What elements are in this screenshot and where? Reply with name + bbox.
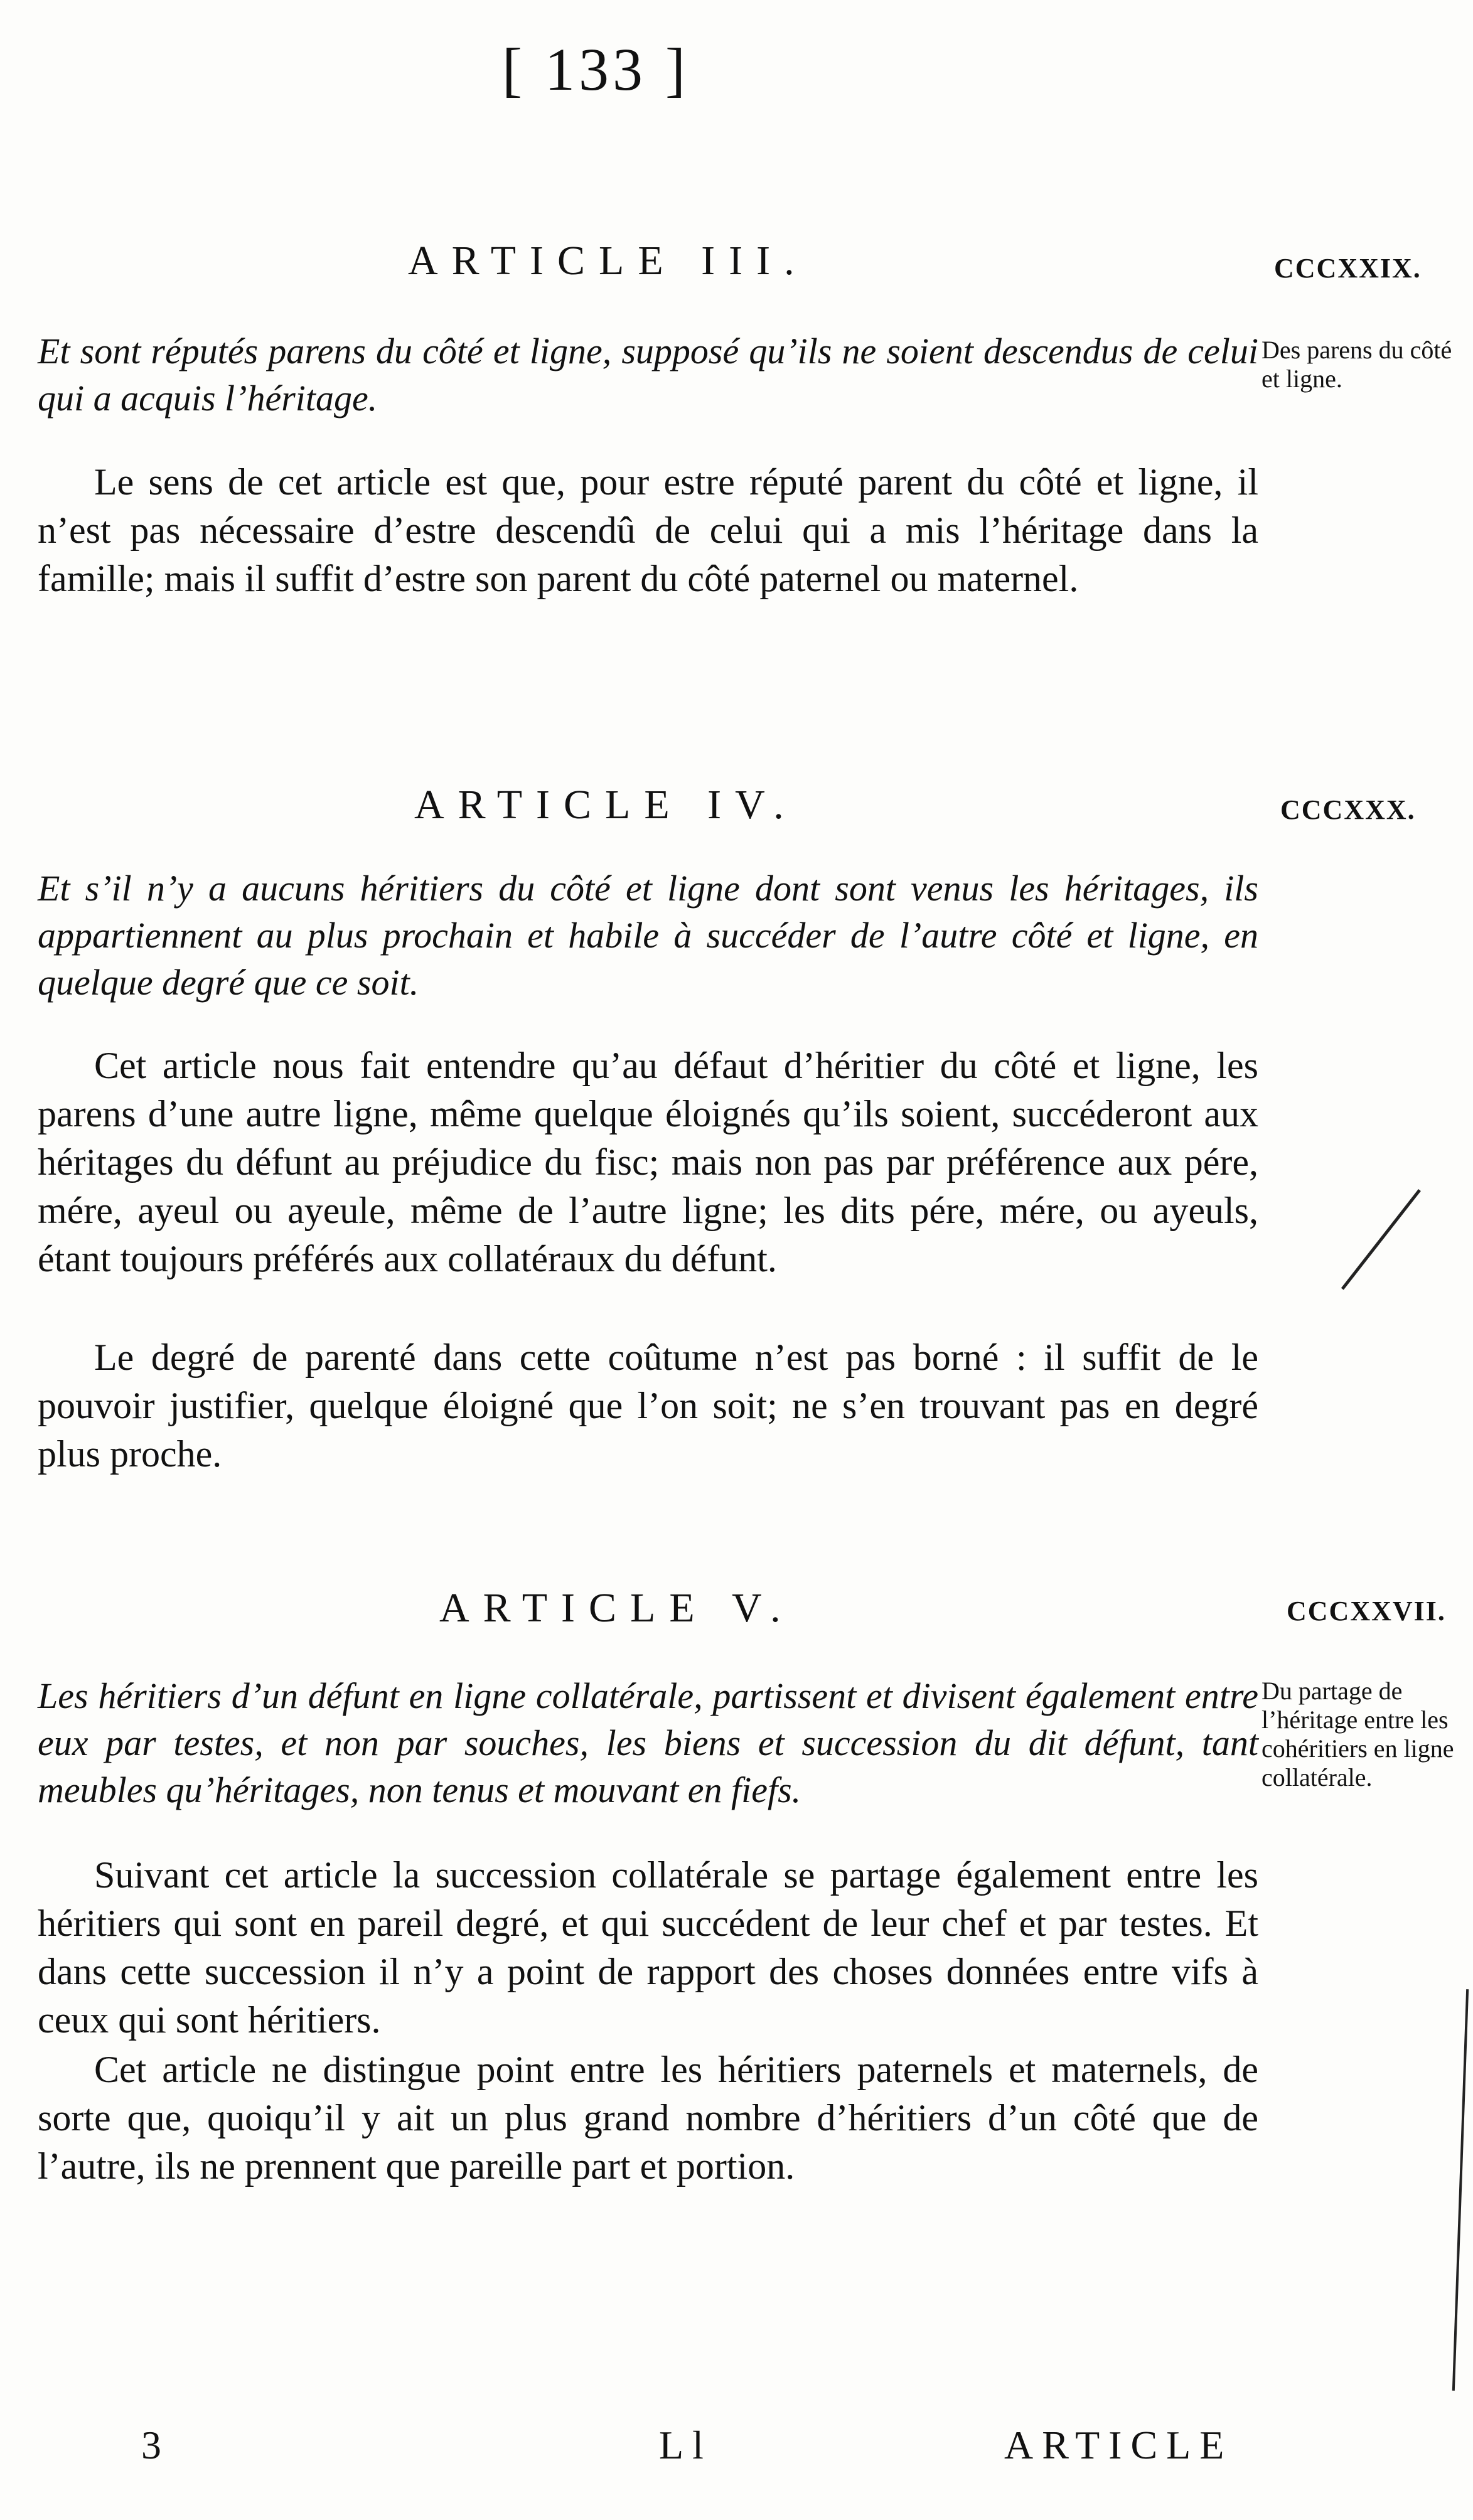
stray-pen-stroke — [1341, 1189, 1421, 1290]
article-3-paragraph-1: Le sens de cet article est que, pour estre réputé parent du côté et ligne, il n’est pas nécessaire d’estre descendû de celui qui a mis l’héritage dans la famille; mais il suffit d’estre son parent du côté paternel ou maternel. — [38, 461, 1258, 599]
article-4-roman-number: CCCXXX. — [1280, 794, 1416, 825]
signature-mark: Ll — [659, 2423, 712, 2467]
signature-number: 3 — [141, 2423, 170, 2467]
article-3-roman-number: CCCXXIX. — [1274, 253, 1422, 284]
page-edge-mark — [1452, 1989, 1469, 2391]
article-4-heading: ARTICLE IV. — [414, 782, 798, 828]
article-5-paragraph-1: Suivant cet article la succession collatérale se partage également entre les héritiers qui sont en pareil degré, et qui succédent de leur chef et par testes. Et dans cette succession il n’y a point de rapport des choses données entre vifs à ceux qui sont héritiers. — [38, 1854, 1258, 2041]
article-5-heading: ARTICLE V. — [439, 1585, 795, 1631]
article-5-lemma: Les héritiers d’un défunt en ligne collatérale, partissent et divisent également entre eux par testes, et non par souches, les biens et succession du dit défunt, tant meubles qu’héritages, non tenus et mouvant en fiefs. — [38, 1675, 1258, 1810]
article-5-roman-number: CCCXXVII. — [1287, 1596, 1446, 1626]
article-5-margin-note: Du partage de l’héritage entre les cohéritiers en ligne collatérale. — [1261, 1677, 1454, 1791]
article-5-paragraph-2: Cet article ne distingue point entre les héritiers paternels et maternels, de sorte que, quoiqu’il y ait un plus grand nombre d’héritiers d’un côté que de l’autre, ils ne prennent que pareille part et portion. — [38, 2049, 1258, 2187]
article-4-paragraph-1: Cet article nous fait entendre qu’au défaut d’héritier du côté et ligne, les parens d’une autre ligne, même quelque éloignés qu’ils soient, succéderont aux héritages du défunt au préjudice du fisc; mais non pas par préférence aux pére, mére, ayeul ou ayeule, même de l’autre ligne; les dits pére, mére, ou ayeuls, étant toujours préférés aux collatéraux du défunt. — [38, 1045, 1258, 1279]
catchword: ARTICLE — [1004, 2423, 1233, 2467]
page-number: [ 133 ] — [502, 36, 689, 103]
article-4-paragraph-2: Le degré de parenté dans cette coûtume n’est pas borné : il suffit de le pouvoir justifier, quelque éloigné que l’on soit; ne s’en trouvant pas en degré plus proche. — [38, 1337, 1258, 1475]
article-3-heading: ARTICLE III. — [408, 238, 808, 284]
article-4-lemma: Et s’il n’y a aucuns héritiers du côté et ligne dont sont venus les héritages, ils appartiennent au plus prochain et habile à succéder de l’autre côté et ligne, en quelque degré que ce soit. — [38, 868, 1258, 1003]
article-3-margin-note: Des parens du côté et ligne. — [1261, 336, 1452, 393]
article-3-lemma: Et sont réputés parens du côté et ligne, supposé qu’ils ne soient descendus de celui qui a acquis l’héritage. — [38, 331, 1258, 419]
